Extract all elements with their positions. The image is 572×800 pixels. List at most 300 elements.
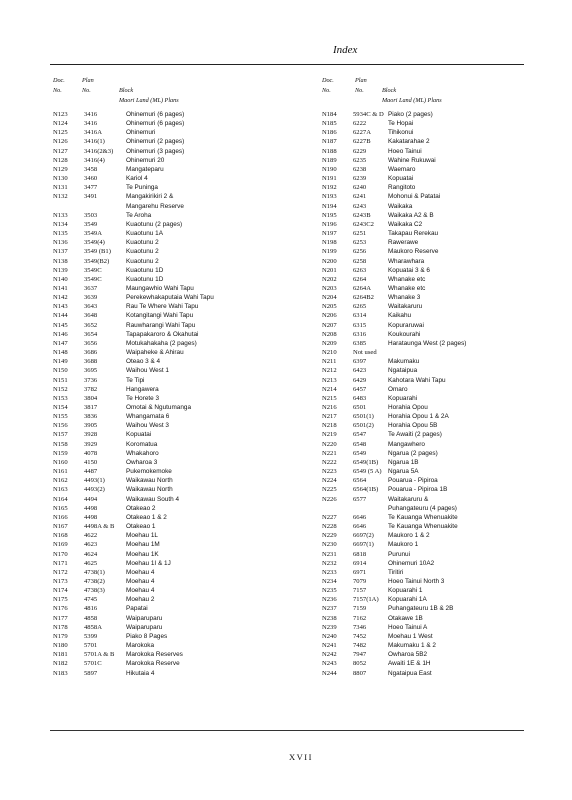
plan-number: 3458: [84, 165, 98, 173]
index-row: [322, 504, 552, 513]
block-name: Waitakaruru &: [388, 495, 429, 503]
doc-number: N148: [53, 349, 68, 357]
block-name: Rawerawe: [388, 239, 419, 247]
plan-number: 3549: [84, 220, 98, 228]
right-column: [322, 76, 552, 678]
doc-number: N229: [322, 532, 337, 540]
plan-number: 3688: [84, 358, 98, 366]
plan-number: 3416(2&3): [84, 147, 114, 155]
plan-number: 6263: [353, 266, 367, 274]
index-row: [53, 110, 281, 119]
index-row: [53, 238, 281, 247]
block-name: Te Puninga: [126, 184, 158, 192]
block-name: Takapau Rerekau: [388, 230, 439, 238]
plan-number: 6549 (5 A): [353, 468, 382, 476]
doc-number: N206: [322, 312, 337, 320]
index-row: [53, 641, 281, 650]
doc-number: N181: [53, 651, 68, 659]
doc-number: N152: [53, 385, 68, 393]
plan-number: 6818: [353, 550, 367, 558]
plan-number: 6564: [353, 477, 367, 485]
plan-number: 6235: [353, 156, 367, 164]
block-name: Ngarua (2 pages): [388, 449, 438, 457]
index-row: [322, 266, 552, 275]
plan-number: 6423: [353, 367, 367, 375]
block-name: Kariol 4: [126, 175, 148, 183]
index-row: [53, 366, 281, 375]
block-name: Ohinemuri: [126, 129, 156, 137]
plan-number: 4078: [84, 449, 98, 457]
block-name: Piako 8 Pages: [126, 632, 168, 640]
doc-number: N125: [53, 129, 68, 137]
block-name: Owharoa 3: [126, 458, 158, 466]
block-name: Waihou West 1: [126, 367, 169, 375]
doc-number: N157: [53, 431, 68, 439]
block-name: Te Aroha: [126, 211, 152, 219]
block-name: Omaro: [388, 385, 408, 393]
doc-number: N170: [53, 550, 68, 558]
doc-number: N220: [322, 440, 337, 448]
index-row: [53, 293, 281, 302]
block-name: Moehau 1 West: [388, 632, 433, 640]
index-row: [322, 348, 552, 357]
index-row: [322, 623, 552, 632]
doc-number: N226: [322, 495, 337, 503]
index-row: [53, 540, 281, 549]
doc-number: N160: [53, 458, 68, 466]
doc-number: N201: [322, 266, 337, 274]
left-column: [53, 76, 281, 678]
plan-number: 7157: [353, 587, 367, 595]
plan-number: 6239: [353, 175, 367, 183]
doc-number: N137: [53, 248, 68, 256]
index-row: [53, 311, 281, 320]
doc-number: N172: [53, 568, 68, 576]
index-row: [53, 119, 281, 128]
doc-number: N234: [322, 577, 337, 585]
plan-number: 4493(2): [84, 486, 105, 494]
plan-number: 6314: [353, 312, 367, 320]
plan-number: 3491: [84, 193, 98, 201]
index-row: [53, 485, 281, 494]
doc-number: N198: [322, 239, 337, 247]
block-name: Pukemokemoke: [126, 468, 172, 476]
index-row: [53, 586, 281, 595]
doc-number: N214: [322, 385, 337, 393]
plan-number: 3905: [84, 422, 98, 430]
plan-number: 6243B: [353, 211, 371, 219]
section-subheading: Maori Land (ML) Plans: [119, 97, 179, 104]
index-row: [322, 156, 552, 165]
doc-number: N169: [53, 541, 68, 549]
index-row: [322, 650, 552, 659]
block-name: Waikaka C2: [388, 220, 423, 228]
index-row: [53, 302, 281, 311]
block-name: Hoeo Tainui: [388, 147, 422, 155]
index-row: [322, 293, 552, 302]
doc-number: N194: [322, 202, 337, 210]
plan-number: 3416A: [84, 129, 102, 137]
doc-number: N197: [322, 230, 337, 238]
doc-number: N132: [53, 193, 68, 201]
block-name: Moehau 1K: [126, 550, 159, 558]
doc-number: N202: [322, 275, 337, 283]
plan-number: 6316: [353, 330, 367, 338]
block-name: Moehau 4: [126, 577, 155, 585]
plan-number: 6264B2: [353, 294, 374, 302]
block-name: Kopuarahi: [388, 394, 418, 402]
plan-number: 3929: [84, 440, 98, 448]
doc-number: N147: [53, 339, 68, 347]
block-name: Moehau 4: [126, 568, 155, 576]
index-row: [322, 366, 552, 375]
doc-number: N142: [53, 294, 68, 302]
plan-number: 4498: [84, 504, 98, 512]
doc-number: N165: [53, 504, 68, 512]
plan-number: 4745: [84, 596, 98, 604]
doc-number: N150: [53, 367, 68, 375]
doc-number: N212: [322, 367, 337, 375]
block-name: Tiritiri: [388, 568, 404, 576]
doc-number: N175: [53, 596, 68, 604]
doc-header: Doc.: [53, 77, 65, 84]
index-row: [322, 540, 552, 549]
doc-number: N146: [53, 330, 68, 338]
plan-header: Plan: [355, 77, 367, 84]
plan-number: 6697(1): [353, 541, 374, 549]
block-name: Purunui: [388, 550, 411, 558]
plan-number: 7346: [353, 623, 367, 631]
block-name: Moehau 1I & 1J: [126, 559, 171, 567]
plan-number: 6501(2): [353, 422, 374, 430]
plan-number: 7079: [353, 577, 367, 585]
index-row: [53, 394, 281, 403]
block-name: Waitakaruru: [388, 303, 423, 311]
doc-number: N128: [53, 156, 68, 164]
index-row: [53, 440, 281, 449]
doc-number: N123: [53, 111, 68, 118]
plan-number: 6547: [353, 431, 367, 439]
plan-number: 6222: [353, 120, 367, 128]
index-row: [322, 376, 552, 385]
doc-number: N174: [53, 587, 68, 595]
index-row: [322, 339, 552, 348]
doc-number: N151: [53, 376, 68, 384]
plan-number: 5934C & D: [353, 111, 384, 118]
block-name: Moehau 2: [126, 596, 155, 604]
block-name: Waiparuparu: [126, 614, 163, 622]
plan-number: 6501: [353, 404, 367, 411]
plan-number: 6264: [353, 275, 367, 283]
index-row: [322, 476, 552, 485]
block-name: Tihikonui: [388, 129, 414, 137]
plan-number: 3654: [84, 330, 98, 338]
index-row: [53, 348, 281, 357]
block-name: Harataunga West (2 pages): [388, 339, 467, 347]
index-row: [322, 183, 552, 192]
plan-header: Plan: [82, 77, 94, 84]
plan-number: Not used: [353, 349, 377, 357]
doc-number: N127: [53, 147, 68, 155]
block-name: Oteao 3 & 4: [126, 358, 161, 366]
index-row: [322, 128, 552, 137]
block-name: Wahine Rukuwai: [388, 156, 436, 164]
block-name: Hangawera: [126, 385, 159, 393]
plan-number: 3643: [84, 303, 98, 311]
plan-number: 6483: [353, 394, 367, 402]
block-name: Owharoa 5B2: [388, 651, 428, 659]
index-row: [322, 119, 552, 128]
doc-number: N131: [53, 184, 68, 192]
index-row: [53, 550, 281, 559]
index-row: [322, 137, 552, 146]
index-row: [322, 412, 552, 421]
block-name: Waikaka: [388, 202, 413, 210]
block-name: Te Kauanga Whenuakite: [388, 513, 458, 521]
block-name: Ngarua 5A: [388, 468, 419, 476]
doc-number: N178: [53, 623, 68, 631]
plan-number: 5701A & B: [84, 651, 115, 659]
plan-number: 7157(1A): [353, 596, 379, 604]
index-row: [53, 513, 281, 522]
index-row: [322, 174, 552, 183]
block-name: Te Tipi: [126, 376, 145, 384]
plan-number: 6315: [353, 321, 367, 329]
plan-number: 3503: [84, 211, 98, 219]
plan-number: 6238: [353, 165, 367, 173]
doc-number: N154: [53, 404, 68, 411]
plan-number: 4625: [84, 559, 98, 567]
doc-number: N129: [53, 165, 68, 173]
index-row: [322, 604, 552, 613]
block-name: Horahia Opou 1 & 2A: [388, 413, 449, 421]
doc-number: N207: [322, 321, 337, 329]
plan-number: 7452: [353, 632, 367, 640]
block-name: Whanake 3: [388, 294, 421, 302]
index-row: [322, 659, 552, 668]
plan-number: 6241: [353, 193, 367, 201]
doc-number: N149: [53, 358, 68, 366]
doc-number: N208: [322, 330, 337, 338]
index-row: [322, 458, 552, 467]
doc-number: N134: [53, 220, 68, 228]
doc-number: N200: [322, 257, 337, 265]
doc-number: N216: [322, 404, 337, 411]
doc-number: N204: [322, 294, 337, 302]
block-name: Marokoka: [126, 642, 155, 650]
doc-number: N239: [322, 623, 337, 631]
index-row: [53, 458, 281, 467]
doc-number: N133: [53, 211, 68, 219]
doc-no-header: No.: [53, 87, 62, 94]
plan-number: 8807: [353, 669, 367, 677]
doc-number: N126: [53, 138, 68, 146]
block-name: Ngataipua East: [388, 669, 432, 677]
block-name: Otakawe 1B: [388, 614, 423, 622]
block-name: Otakeao 2: [126, 504, 156, 512]
plan-number: 3416: [84, 111, 98, 118]
block-name: Pouarua - Pipiroa: [388, 477, 438, 485]
index-row: [53, 266, 281, 275]
doc-number: N145: [53, 321, 68, 329]
plan-number: 3686: [84, 349, 98, 357]
block-name: Ngataipua: [388, 367, 418, 375]
plan-number: 4493(1): [84, 477, 105, 485]
page-title: Index: [333, 44, 358, 56]
doc-number: N242: [322, 651, 337, 659]
doc-number: N217: [322, 413, 337, 421]
index-row: [53, 577, 281, 586]
doc-number: N231: [322, 550, 337, 558]
index-row: [322, 192, 552, 201]
index-row: [322, 595, 552, 604]
plan-number: 6646: [353, 513, 367, 521]
page-number: XVII: [289, 752, 313, 762]
block-name: Moehau 1M: [126, 541, 160, 549]
plan-number: 6548: [353, 440, 367, 448]
doc-number: N215: [322, 394, 337, 402]
index-row: [322, 485, 552, 494]
index-row: [53, 430, 281, 439]
block-name: Kopuraruwai: [388, 321, 424, 329]
doc-number: N225: [322, 486, 337, 494]
index-row: [322, 559, 552, 568]
doc-number: N141: [53, 284, 68, 292]
index-row: [322, 202, 552, 211]
index-row: [53, 330, 281, 339]
index-row: [322, 394, 552, 403]
block-name: Ngarua 1B: [388, 458, 419, 466]
doc-number: N124: [53, 120, 68, 128]
block-name: Horahia Opou: [388, 404, 428, 411]
index-row: [53, 211, 281, 220]
plan-number: 6549(1B): [353, 458, 379, 466]
doc-number: N187: [322, 138, 337, 146]
plan-number: 3928: [84, 431, 98, 439]
block-name: Makumaku 1 & 2: [388, 642, 436, 650]
block-name: Mangarehu Reserve: [126, 202, 184, 210]
doc-number: N228: [322, 523, 337, 531]
block-name: Puhangateuru 1B & 2B: [388, 605, 454, 613]
index-row: [53, 376, 281, 385]
block-name: Ohinemuri (6 pages): [126, 111, 185, 118]
index-row: [322, 275, 552, 284]
doc-number: N153: [53, 394, 68, 402]
index-row: [322, 430, 552, 439]
index-row: [322, 568, 552, 577]
doc-number: N190: [322, 165, 337, 173]
index-row: [53, 559, 281, 568]
plan-number: 3549 (B1): [84, 248, 111, 256]
block-name: Puhangateuru (4 pages): [388, 504, 457, 512]
index-row: [53, 449, 281, 458]
index-row: [322, 467, 552, 476]
block-name: Marokoka Reserve: [126, 660, 180, 668]
block-name: Horahia Opou 5B: [388, 422, 438, 430]
doc-number: N164: [53, 495, 68, 503]
block-name: Waikaka A2 & B: [388, 211, 434, 219]
plan-number: 6258: [353, 257, 367, 265]
plan-number: 3549(B2): [84, 257, 110, 265]
block-name: Omotai & Ngutumanga: [126, 404, 192, 411]
doc-number: N232: [322, 559, 337, 567]
doc-number: N186: [322, 129, 337, 137]
block-name: Rau Te Where Wahi Tapu: [126, 303, 199, 311]
plan-number: 3648: [84, 312, 98, 320]
block-name: Mangakirikiri 2 &: [126, 193, 174, 201]
doc-number: N130: [53, 175, 68, 183]
index-row: [322, 440, 552, 449]
index-row: [322, 531, 552, 540]
doc-number: N241: [322, 642, 337, 650]
plan-number: 3549C: [84, 275, 102, 283]
bottom-rule: [50, 730, 524, 731]
plan-number: 6229: [353, 147, 367, 155]
block-name: Whanake etc: [388, 275, 426, 283]
plan-number: 4858A: [84, 623, 102, 631]
section-subheading: Maori Land (ML) Plans: [382, 97, 442, 104]
block-name: Kakatarahae 2: [388, 138, 430, 146]
index-row: [53, 321, 281, 330]
block-name: Kuaotunu 1D: [126, 266, 164, 274]
plan-number: 7159: [353, 605, 367, 613]
plan-number: 6227B: [353, 138, 371, 146]
doc-number: N196: [322, 220, 337, 228]
block-name: Whangamata 6: [126, 413, 170, 421]
plan-number: 7482: [353, 642, 367, 650]
block-name: Marokoka Reserves: [126, 651, 183, 659]
block-name: Waikawau North: [126, 486, 173, 494]
block-name: Mangawhero: [388, 440, 425, 448]
index-row: [322, 257, 552, 266]
index-row: [53, 412, 281, 421]
block-name: Mangateparu: [126, 165, 164, 173]
doc-number: N139: [53, 266, 68, 274]
doc-number: N144: [53, 312, 68, 320]
index-row: [322, 211, 552, 220]
block-name: Hoeo Tainui North 3: [388, 577, 445, 585]
index-row: [322, 321, 552, 330]
doc-number: N227: [322, 513, 337, 521]
block-name: Kopuatai 3 & 6: [388, 266, 430, 274]
doc-number: N224: [322, 477, 337, 485]
block-name: Kuaotunu 1D: [126, 275, 164, 283]
index-row: [53, 339, 281, 348]
doc-number: N221: [322, 449, 337, 457]
plan-number: 4487: [84, 468, 98, 476]
doc-number: N203: [322, 284, 337, 292]
left-index-list: [53, 110, 281, 678]
block-name: Kopuarahi 1: [388, 587, 423, 595]
doc-number: N192: [322, 184, 337, 192]
doc-number: N213: [322, 376, 337, 384]
doc-number: N188: [322, 147, 337, 155]
doc-number: N171: [53, 559, 68, 567]
block-name: Maukoro 1: [388, 541, 419, 549]
plan-number: 4150: [84, 458, 98, 466]
plan-number: 3656: [84, 339, 98, 347]
index-row: [53, 421, 281, 430]
plan-number: 3549A: [84, 230, 102, 238]
index-row: [322, 614, 552, 623]
index-row: [53, 220, 281, 229]
block-name: Kaikahu: [388, 312, 412, 320]
plan-number: 6264A: [353, 284, 371, 292]
doc-number: N191: [322, 175, 337, 183]
plan-number: 3416: [84, 120, 98, 128]
index-row: [53, 522, 281, 531]
block-name: Makumaku: [388, 358, 420, 366]
